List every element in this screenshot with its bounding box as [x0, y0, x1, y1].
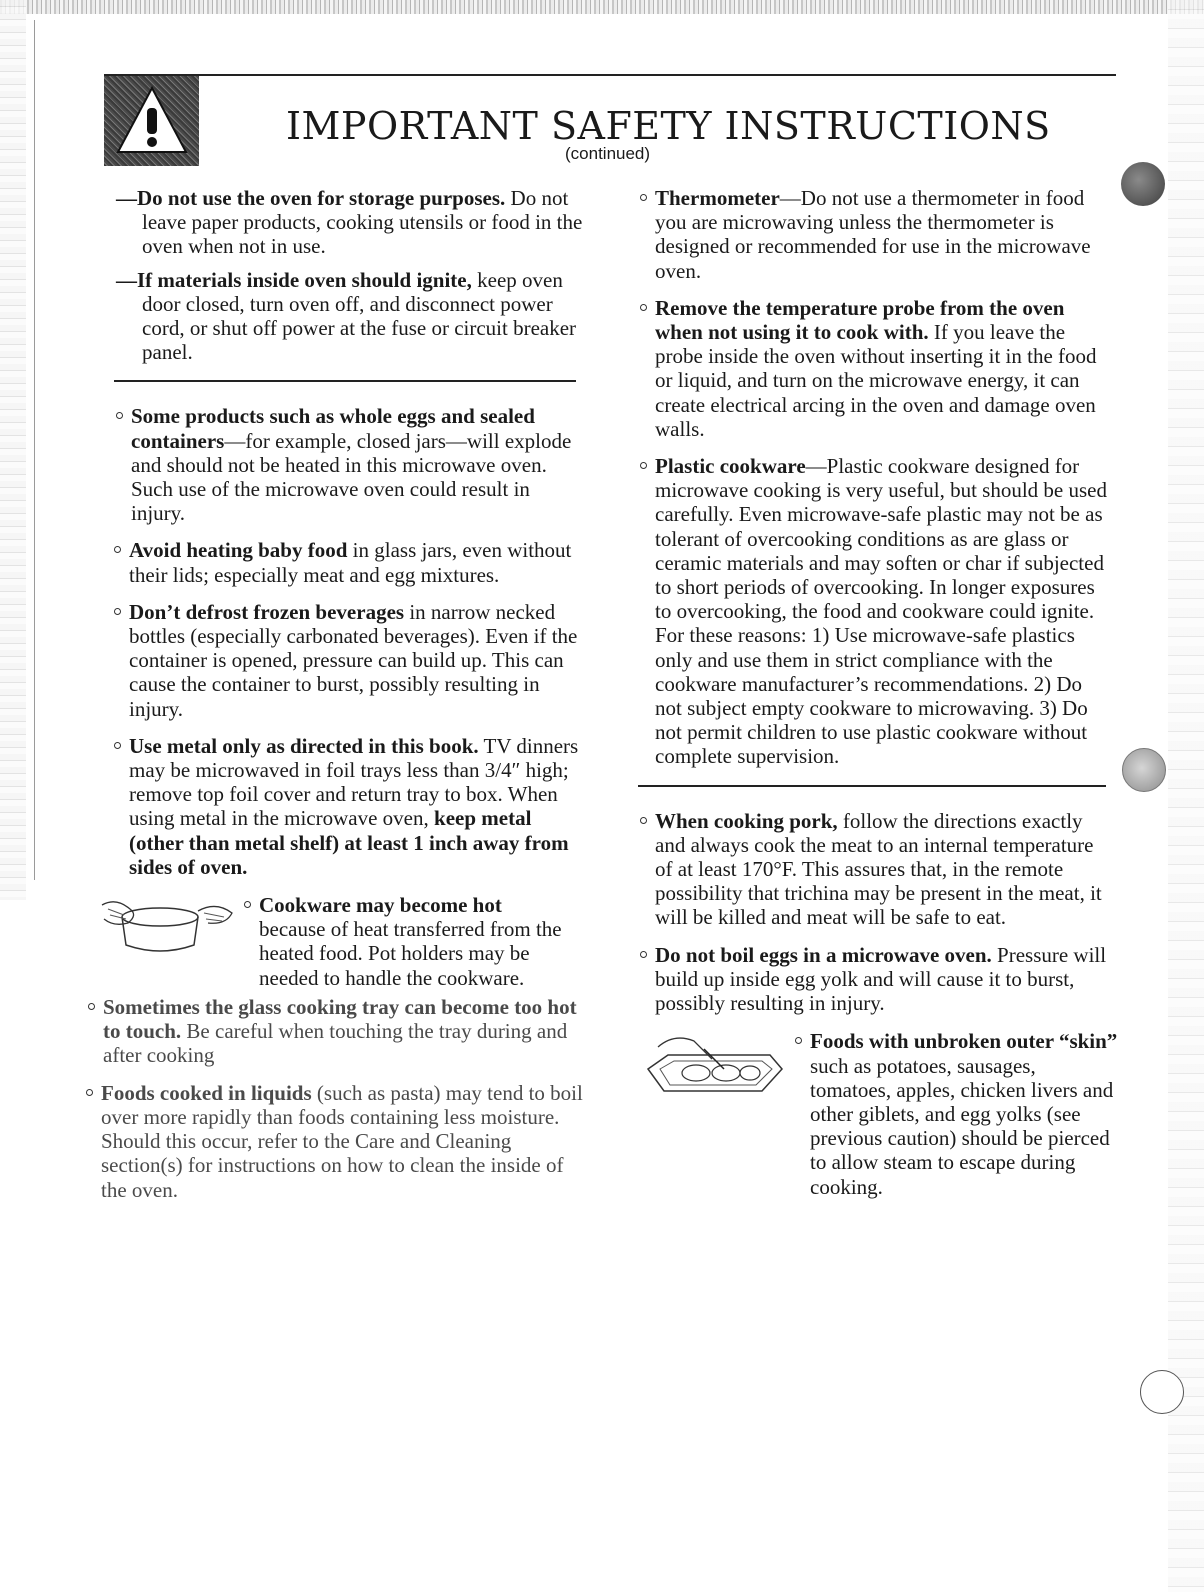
scan-artifact-top — [0, 0, 1204, 14]
left-column — [101, 186, 584, 1202]
bullet-icon — [244, 901, 251, 908]
instruction-storage: —Do not use the oven for storage purposes. Do not leave paper products, cooking utensils or food in the oven when not in use. — [116, 186, 583, 259]
instruction-liquids: Foods cooked in liquids (such as pasta) may tend to boil over more rapidly than foods containing less moisture. Should this occur, refer to the Care and Cleaning section(s) for instructions on how to clean the inside of the oven. — [86, 1081, 584, 1202]
instruction-eggs-containers: Some products such as whole eggs and sealed containers—for example, closed jars—will explode and should not be heated in this microwave oven. Such use of the microwave oven could result in injury. — [116, 404, 584, 525]
pot-holder-illustration — [98, 893, 236, 961]
instruction-plastic-cookware: Plastic cookware—Plastic cookware designed for microwave cooking is very useful, but should be used carefully. Even microwave-safe plastic may not be as tolerant of overcooking conditions as are glass or ceramic materials and may soften or char if subjected to short periods of overcooking. In longer exposures to overcooking, the food and cookware could ignite. For these reasons: 1) Use microwave-safe plastics only and use them in strict compliance with the cookware manufacturer’s recommendations. 2) Do not subject empty cookware to microwaving. 3) Do not permit children to use plastic cookware without complete supervision. — [640, 454, 1110, 769]
instruction-pork: When cooking pork, follow the directions exactly and always cook the meat to an internal temperature of at least 170°F. This assures that, in the remote possibility that trichina may be present in the meat, it will be killed and meat will be safe to eat. — [640, 809, 1110, 930]
right-column — [640, 186, 1118, 1249]
bullet-icon — [640, 817, 647, 824]
bullet-icon — [640, 304, 647, 311]
binder-hole — [1122, 748, 1166, 792]
instruction-thermometer: Thermometer—Do not use a thermometer in food you are microwaving unless the thermometer is designed or recommended for use in the microwave oven. — [640, 186, 1110, 283]
scan-artifact-left — [0, 0, 26, 900]
cookware-hot-block — [114, 893, 584, 995]
header-rule — [104, 74, 1116, 76]
instruction-baby-food: Avoid heating baby food in glass jars, even without their lids; especially meat and egg mixtures. — [114, 538, 584, 586]
instruction-unbroken-skin: Foods with unbroken outer “skin” such as potatoes, sausages, tomatoes, apples, chicken livers and other giblets, and egg yolks (see previous caution) should be pierced to allow steam to escape during cooking. — [795, 1029, 1120, 1198]
instruction-frozen-beverages: Don’t defrost frozen beverages in narrow necked bottles (especially carbonated beverages). Even if the container is opened, pressure can build up. This can cause the container to burst, possibly resulting in injury. — [114, 600, 584, 721]
scan-artifact-right — [1168, 0, 1204, 1592]
margin-rule — [34, 20, 35, 880]
instruction-glass-tray: Sometimes the glass cooking tray can become too hot to touch. Be careful when touching the tray during and after cooking — [88, 995, 584, 1068]
instruction-ignite: —If materials inside oven should ignite, keep oven door closed, turn oven off, and disconnect power cord, or shut off power at the fuse or circuit breaker panel. — [116, 267, 577, 365]
instruction-boil-eggs: Do not boil eggs in a microwave oven. Pressure will build up inside egg yolk and will cause it to burst, possibly resulting in injury. — [640, 943, 1110, 1016]
warning-box — [104, 76, 199, 166]
section-divider — [114, 380, 576, 382]
bullet-icon — [640, 194, 647, 201]
warning-triangle-icon — [116, 84, 188, 156]
section-divider — [638, 785, 1106, 787]
instruction-metal: Use metal only as directed in this book. TV dinners may be microwaved in foil trays less than 3/4″ high; remove top foil cover and return tray to box. When using metal in the microwave oven, keep metal (other than metal shelf) at least 1 inch away from sides of oven. — [114, 734, 584, 879]
page-title: IMPORTANT SAFETY INSTRUCTIONS — [286, 104, 1051, 148]
bullet-icon — [86, 1089, 93, 1096]
unbroken-skin-block — [640, 1029, 1118, 1249]
baking-dish-illustration — [638, 1029, 788, 1109]
instruction-temperature-probe: Remove the temperature probe from the oven when not using it to cook with. If you leave the probe inside the oven without inserting it in the food or liquid, and turn on the microwave energy, it can create electrical arcing in the oven and damage oven walls. — [640, 296, 1110, 441]
bullet-icon — [114, 546, 121, 553]
bullet-icon — [88, 1003, 95, 1010]
binder-hole — [1140, 1370, 1184, 1414]
binder-hole — [1121, 162, 1165, 206]
bullet-icon — [640, 951, 647, 958]
bullet-icon — [640, 462, 647, 469]
bullet-icon — [795, 1037, 802, 1044]
bullet-icon — [114, 608, 121, 615]
page-subtitle: (continued) — [565, 144, 651, 163]
bullet-icon — [114, 742, 121, 749]
bullet-icon — [116, 412, 123, 419]
instruction-cookware-hot: Cookware may become hot because of heat transferred from the heated food. Pot holders may be needed to handle the cookware. — [244, 893, 569, 990]
